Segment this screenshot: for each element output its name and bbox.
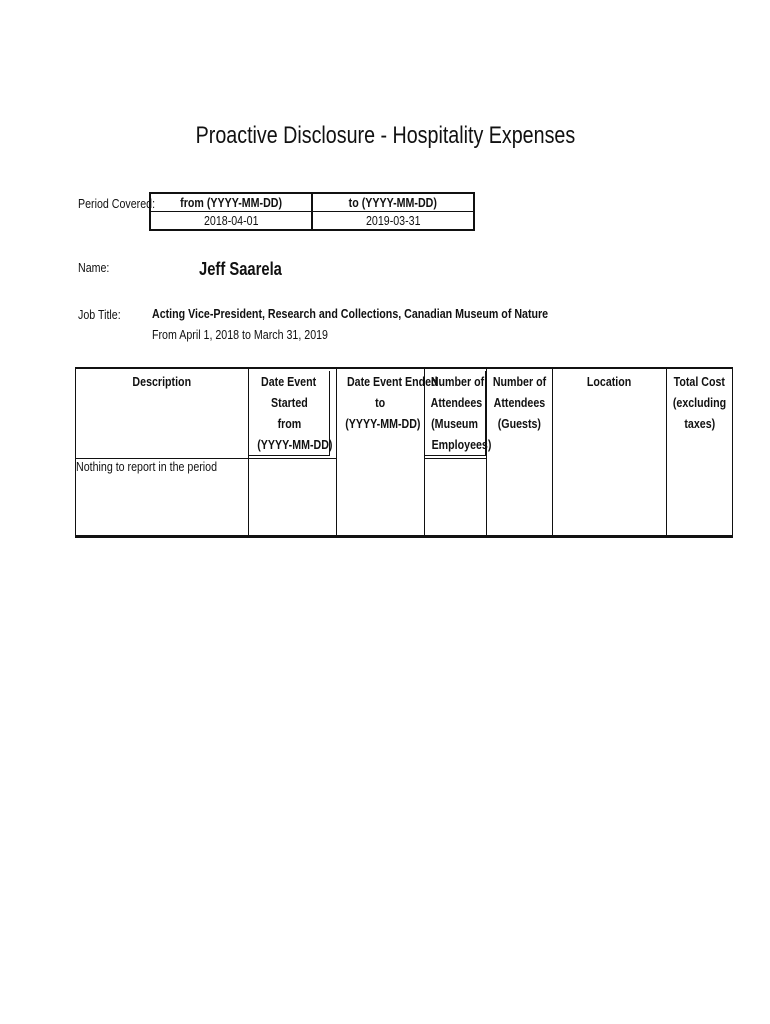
header-total-cost: Total Cost (excluding taxes): [667, 368, 733, 459]
name-label: Name:: [78, 260, 110, 275]
header-attendees-guests: Number of Attendees (Guests): [487, 368, 553, 459]
row-date-ended: [337, 459, 425, 537]
page-title: Proactive Disclosure - Hospitality Expenses: [195, 122, 575, 149]
row-location: [553, 459, 667, 537]
period-to-value: 2019-03-31: [312, 212, 474, 231]
header-location: Location: [553, 368, 667, 459]
name-value: Jeff Saarela: [199, 259, 282, 279]
row-description: Nothing to report in the period: [76, 459, 249, 537]
table-header-row: [76, 368, 733, 459]
period-table: [149, 192, 475, 231]
job-title-value: Acting Vice-President, Research and Collections, Canadian Museum of Nature: [152, 306, 549, 321]
row-total-cost: [667, 459, 733, 537]
header-date-ended: Date Event Ended to (YYYY-MM-DD): [337, 368, 425, 459]
table-row: [76, 459, 733, 537]
hospitality-expenses-table: [75, 367, 733, 538]
header-description: Description: [76, 368, 249, 459]
job-title-label: Job Title:: [78, 307, 121, 322]
period-to-header: to (YYYY-MM-DD): [312, 193, 474, 212]
row-date-started: [249, 459, 337, 537]
period-from-value: 2018-04-01: [203, 213, 259, 228]
reporting-period-text: From April 1, 2018 to March 31, 2019: [152, 327, 328, 342]
row-attendees-employees: [425, 459, 487, 537]
header-attendees-employees: Number of Attendees (Museum Employees): [425, 368, 487, 459]
period-from-header: from (YYYY-MM-DD): [150, 193, 312, 212]
header-date-started: Date Event Started from (YYYY-MM-DD): [249, 368, 337, 459]
period-covered-label: Period Covered:: [78, 196, 156, 211]
row-attendees-guests: [487, 459, 553, 537]
